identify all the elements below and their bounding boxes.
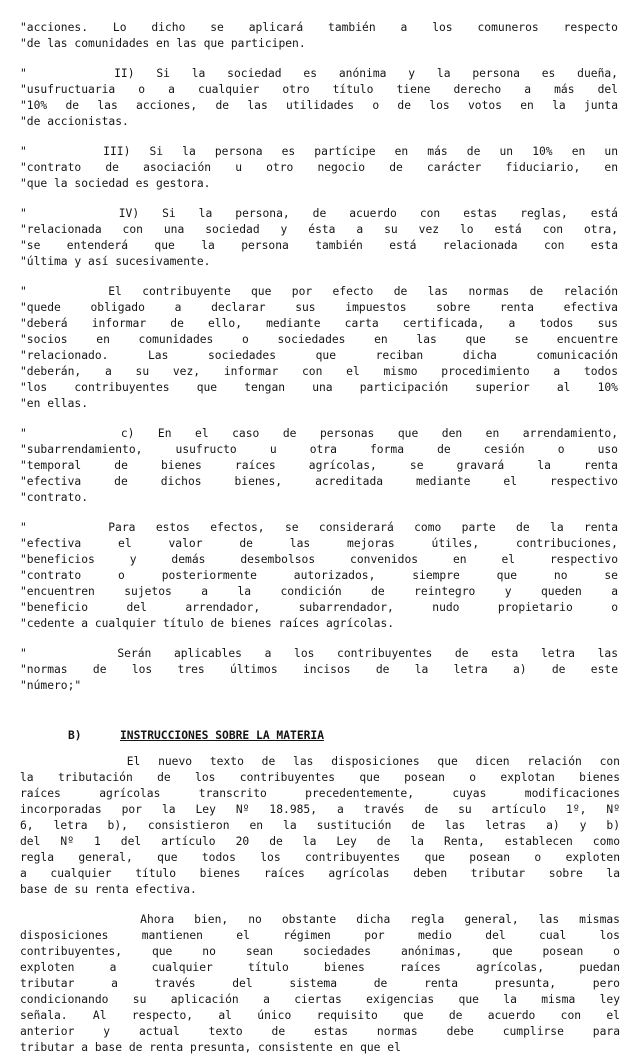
text-line: " El contribuyente que por efecto de las normas de relación: [20, 285, 618, 298]
text-line: "se entenderá que la persona también está relacionada con esta: [20, 239, 618, 252]
text-line: 6, letra b), consistieron en la sustitución de las letras a) y b): [20, 819, 620, 832]
text-line: anterior y actual texto de estas normas debe cumplirse para: [20, 1025, 620, 1038]
text-line: " IV) Si la persona, de acuerdo con estas reglas, está: [20, 207, 618, 220]
paragraph: [20, 912, 620, 1056]
paragraph: [20, 426, 620, 506]
text-line: "acciones. Lo dicho se aplicará también a los comuneros respecto: [20, 21, 618, 34]
text-line: la tributación de los contribuyentes que posean o explotan bienes: [20, 771, 620, 784]
text-line: "subarrendamiento, usufructo u otra forma de cesión o uso: [20, 443, 618, 456]
text-line: incorporadas por la Ley Nº 18.985, a través de su artículo 1º, Nº: [20, 803, 620, 816]
paragraph: [20, 206, 620, 270]
text-line: tributar a través del sistema de renta presunta, pero: [20, 977, 620, 990]
text-line: raíces agrícolas transcrito precedentemente, cuyas modificaciones: [20, 787, 620, 800]
text-line: "de accionistas.: [20, 115, 129, 128]
text-line: "quede obligado a declarar sus impuestos sobre renta efectiva: [20, 301, 618, 314]
text-line: tributar a base de renta presunta, consistente en que el: [20, 1041, 401, 1054]
text-line: "socios en comunidades o sociedades en las que se encuentre: [20, 333, 618, 346]
text-line: base de su renta efectiva.: [20, 883, 197, 896]
text-line: disposiciones mantienen el régimen por medio del cual los: [20, 929, 620, 942]
text-line: Ahora bien, no obstante dicha regla general, las mismas: [20, 913, 620, 926]
text-line: "temporal de bienes raíces agrícolas, se gravará la renta: [20, 459, 618, 472]
text-line: "normas de los tres últimos incisos de la letra a) de este: [20, 663, 618, 676]
text-line: "usufructuaria o a cualquier otro título tiene derecho a más del: [20, 83, 618, 96]
text-line: " Serán aplicables a los contribuyentes de esta letra las: [20, 647, 618, 660]
text-line: "beneficios y demás desembolsos convenidos en el respectivo: [20, 553, 618, 566]
text-line: " II) Si la sociedad es anónima y la persona es dueña,: [20, 67, 618, 80]
text-line: regla general, que todos los contribuyentes que posean o exploten: [20, 851, 620, 864]
paragraph: [20, 144, 620, 192]
text-line: "en ellas.: [20, 397, 89, 410]
paragraph: [20, 66, 620, 130]
text-line: señala. Al respecto, al único requisito que de acuerdo con el: [20, 1009, 620, 1022]
paragraph: [20, 646, 620, 694]
text-line: "encuentren sujetos a la condición de reintegro y queden a: [20, 585, 618, 598]
text-line: "relacionado. Las sociedades que reciban dicha comunicación: [20, 349, 618, 362]
text-line: "cedente a cualquier título de bienes raíces agrícolas.: [20, 617, 395, 630]
paragraph: [20, 520, 620, 632]
text-line: "los contribuyentes que tengan una participación superior al 10%: [20, 381, 618, 394]
text-line: del Nº 1 del artículo 20 de la Ley de la Renta, establecen como: [20, 835, 620, 848]
text-line: "10% de las acciones, de las utilidades o de los votos en la junta: [20, 99, 618, 112]
paragraph: [20, 284, 620, 412]
section-title: INSTRUCCIONES SOBRE LA MATERIA: [120, 729, 325, 742]
text-line: "deberá informar de ello, mediante carta certificada, a todos sus: [20, 317, 618, 330]
text-line: "efectiva el valor de las mejoras útiles, contribuciones,: [20, 537, 618, 550]
section-heading: [20, 728, 620, 744]
document-body: [20, 20, 620, 694]
section-letter: B): [68, 729, 82, 742]
text-line: "contrato de asociación u otro negocio de carácter fiduciario, en: [20, 161, 618, 174]
text-line: " III) Si la persona es partícipe en más de un 10% en un: [20, 145, 618, 158]
text-line: "contrato o posteriormente autorizados, siempre que no se: [20, 569, 618, 582]
paragraph: [20, 754, 620, 898]
text-line: " Para estos efectos, se considerará como parte de la renta: [20, 521, 618, 534]
text-line: "última y así sucesivamente.: [20, 255, 211, 268]
paragraph: [20, 20, 620, 52]
text-line: condicionando su aplicación a ciertas exigencias que la misma ley: [20, 993, 620, 1006]
section-b-body: [20, 754, 620, 1056]
text-line: "contrato.: [20, 491, 89, 504]
text-line: contribuyentes, que no sean sociedades anónimas, que posean o: [20, 945, 620, 958]
text-line: "que la sociedad es gestora.: [20, 177, 211, 190]
text-line: "deberán, a su vez, informar con el mismo procedimiento a todos: [20, 365, 618, 378]
text-line: "de las comunidades en las que participen.: [20, 37, 306, 50]
text-line: exploten a cualquier título bienes raíces agrícolas, puedan: [20, 961, 620, 974]
text-line: El nuevo texto de las disposiciones que dicen relación con: [20, 755, 620, 768]
text-line: "número;": [20, 679, 82, 692]
text-line: "relacionada con una sociedad y ésta a su vez lo está con otra,: [20, 223, 618, 236]
text-line: "efectiva de dichos bienes, acreditada mediante el respectivo: [20, 475, 618, 488]
text-line: " c) En el caso de personas que den en arrendamiento,: [20, 427, 618, 440]
text-line: a cualquier título bienes raíces agrícolas deben tributar sobre la: [20, 867, 620, 880]
text-line: "beneficio del arrendador, subarrendador, nudo propietario o: [20, 601, 618, 614]
